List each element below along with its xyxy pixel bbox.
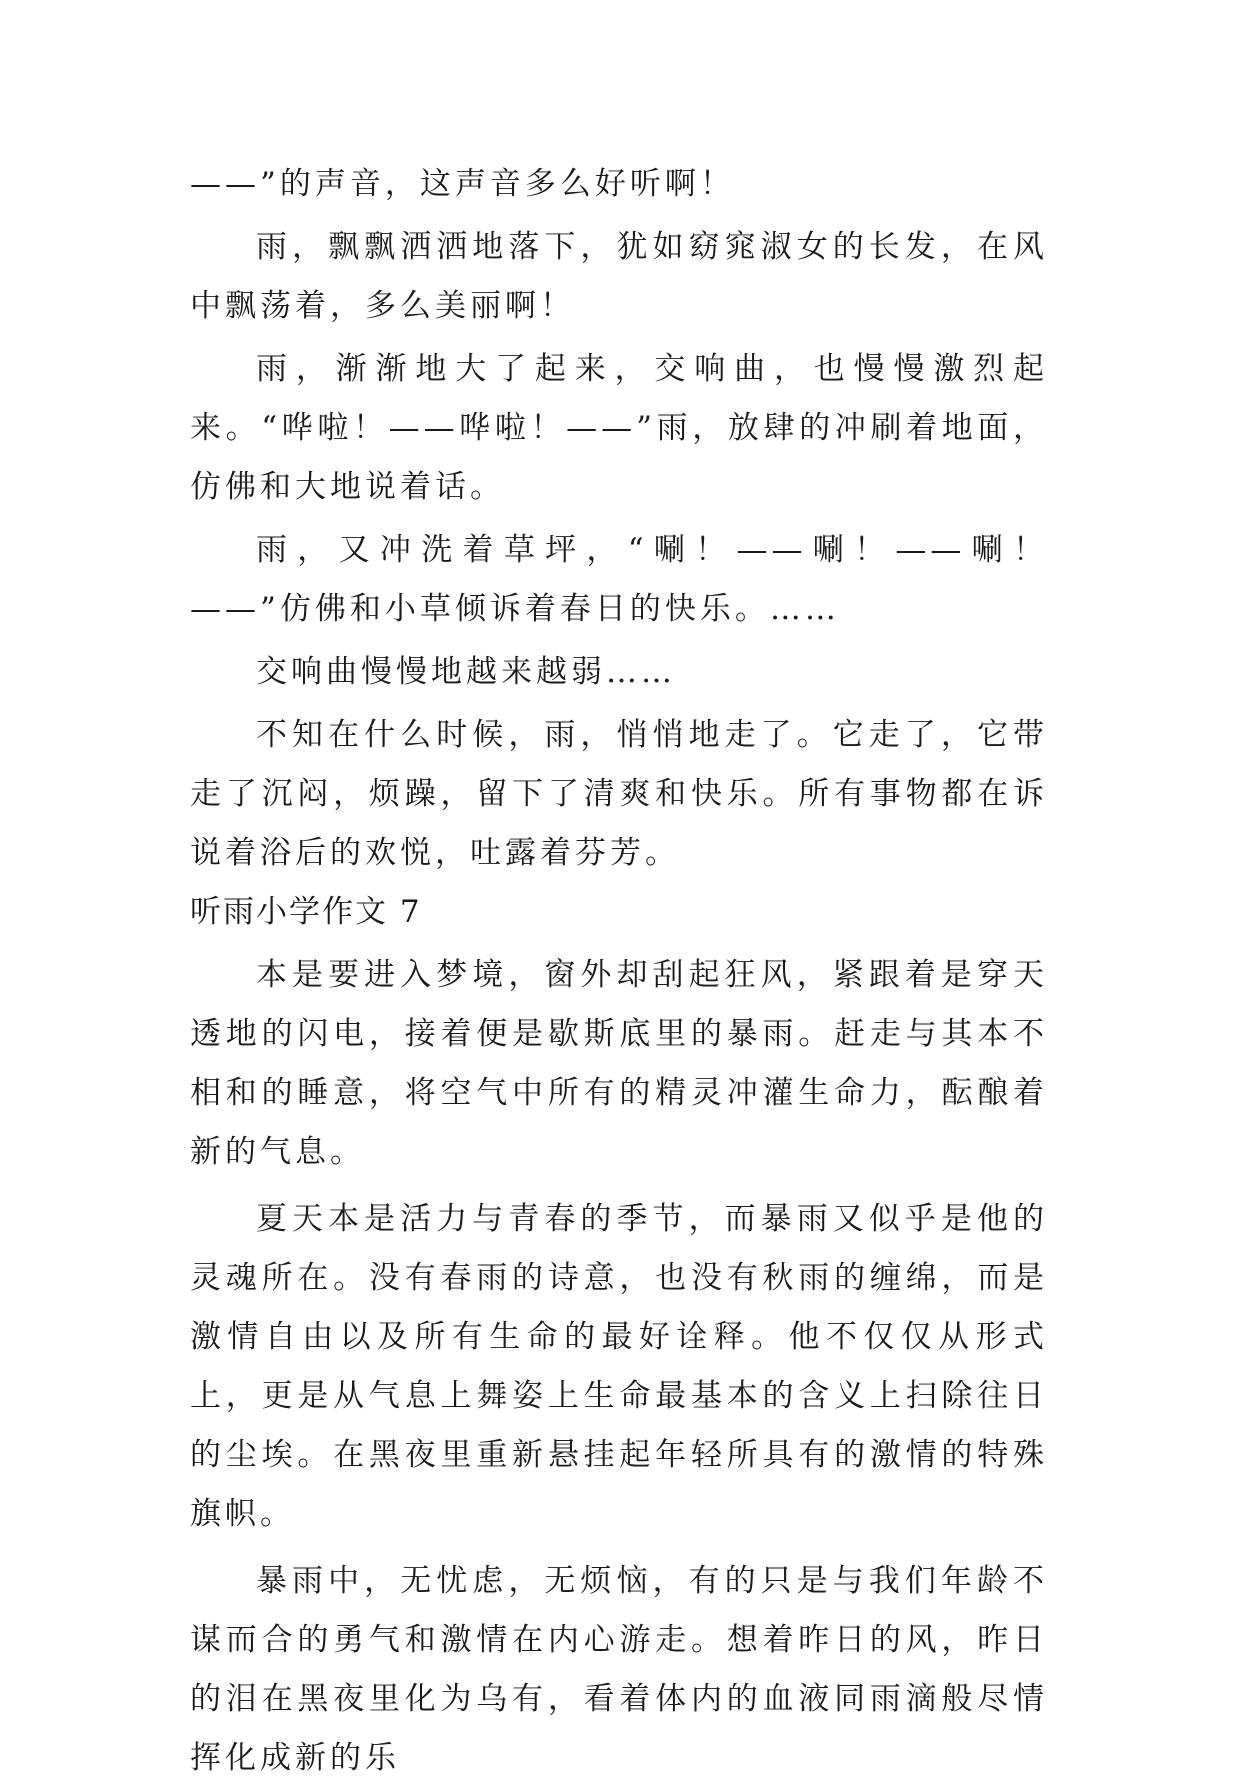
paragraph-rain-gone: 不知在什么时候，雨，悄悄地走了。它走了，它带走了沉闷，烦躁，留下了清爽和快乐。所有事物都在诉说着浴后的欢悦，吐露着芬芳。 xyxy=(190,717,1048,871)
section-title: 听雨小学作文 7 xyxy=(190,894,422,930)
paragraph-rain-lawn: 雨，又冲洗着草坪，“唰！——唰！——唰！——”仿佛和小草倾诉着春日的快乐。…… xyxy=(190,532,1048,627)
paragraph-rain-falling: 雨，飘飘洒洒地落下，犹如窈窕淑女的长发，在风中飘荡着，多么美丽啊！ xyxy=(190,229,1048,324)
paragraph-in-the-storm: 暴雨中，无忧虑，无烦恼，有的只是与我们年龄不谋而合的勇气和激情在内心游走。想着昨日的风，昨日的泪在黑夜里化为乌有，看着体内的血液同雨滴般尽情挥化成新的乐 xyxy=(190,1563,1048,1776)
paragraph-continuation: ——”的声音，这声音多么好听啊！ xyxy=(190,166,735,202)
document-body xyxy=(190,155,1048,1788)
paragraph-symphony-weaker: 交响曲慢慢地越来越弱…… xyxy=(256,654,676,690)
paragraph-storm-night: 本是要进入梦境，窗外却刮起狂风，紧跟着是穿天透地的闪电，接着便是歇斯底里的暴雨。赶走与其本不相和的睡意，将空气中所有的精灵冲灌生命力，酝酿着新的气息。 xyxy=(190,957,1048,1170)
paragraph-rain-heavier: 雨，渐渐地大了起来，交响曲，也慢慢激烈起来。“哗啦！——哗啦！——”雨，放肆的冲刷着地面，仿佛和大地说着话。 xyxy=(190,351,1048,505)
paragraph-summer-storm: 夏天本是活力与青春的季节，而暴雨又似乎是他的灵魂所在。没有春雨的诗意，也没有秋雨的缠绵，而是激情自由以及所有生命的最好诠释。他不仅仅从形式上，更是从气息上舞姿上生命最基本的含义上扫除往日的尘埃。在黑夜里重新悬挂起年轻所具有的激情的特殊旗帜。 xyxy=(190,1201,1048,1532)
